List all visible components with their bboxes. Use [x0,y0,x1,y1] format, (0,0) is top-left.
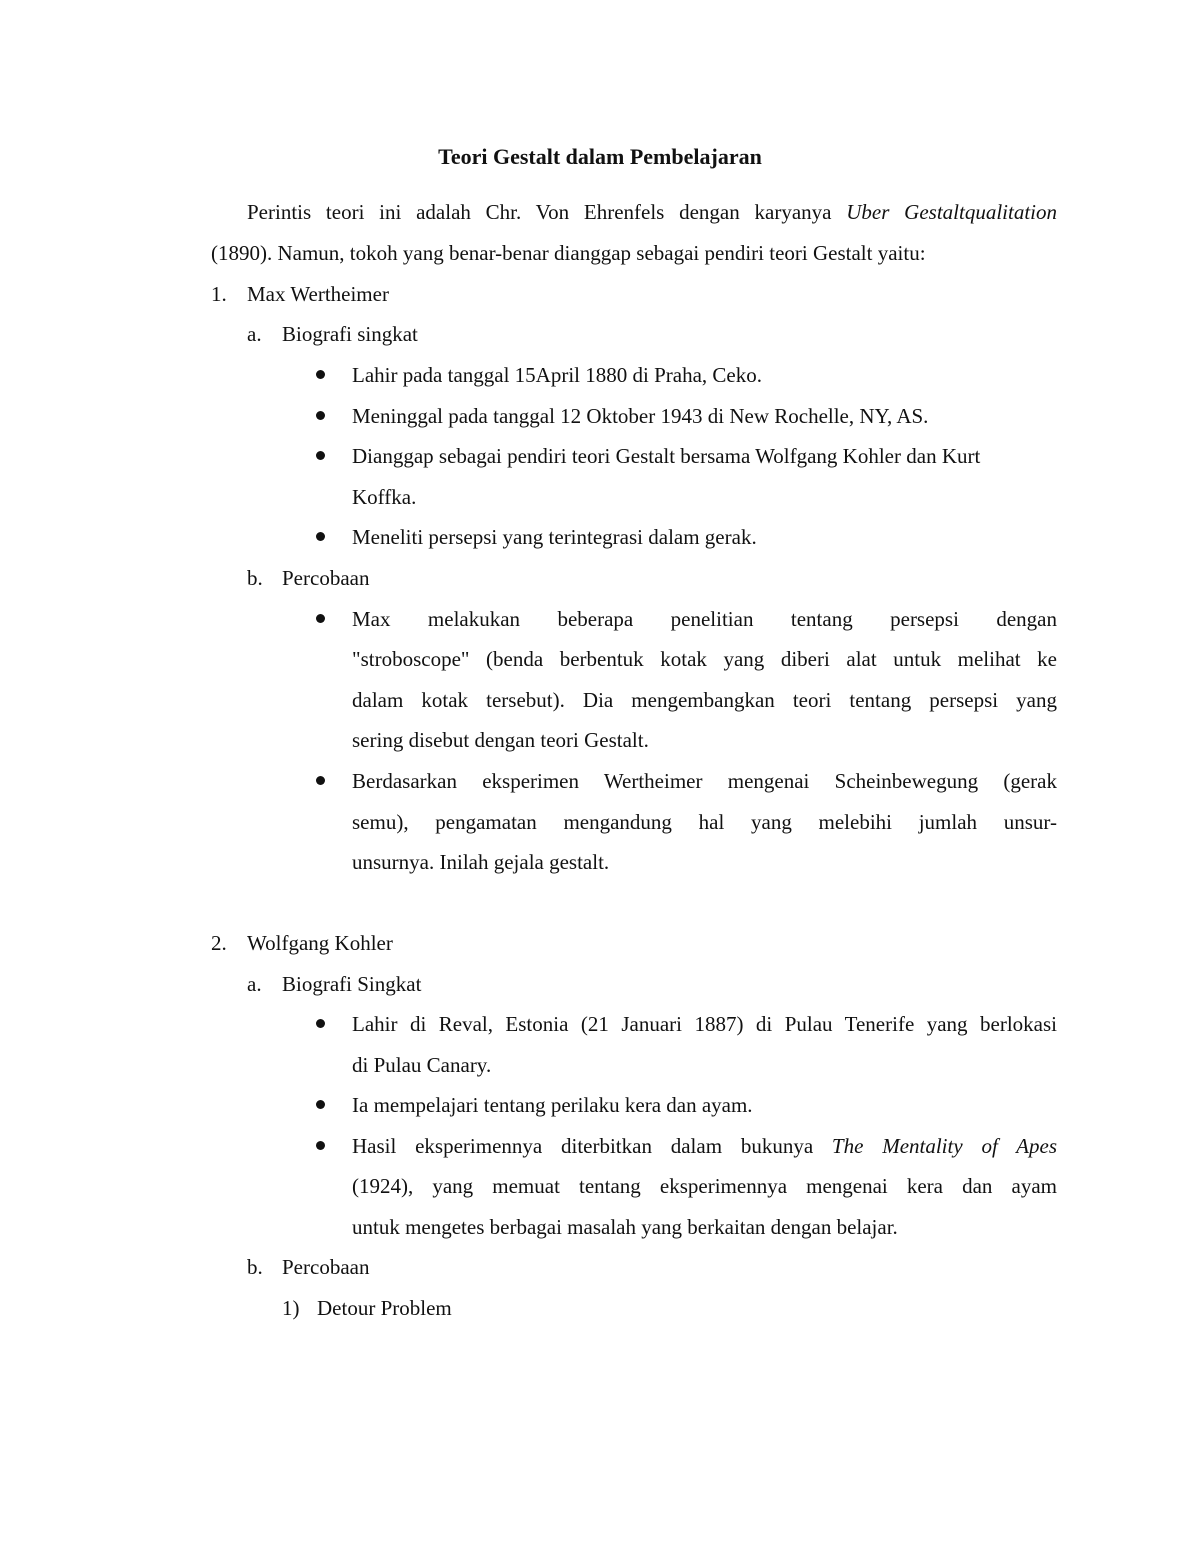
list-item-line: dalam kotak tersebut). Dia mengembangkan teori tentang persepsi yang [352,688,1057,712]
section-2-heading: Wolfgang Kohler [247,931,393,955]
list-item-line [352,1126,1057,1167]
intro-line-1 [247,192,1057,233]
section-1-number: 1. [211,282,227,306]
list-item-line: semu), pengamatan mengandung hal yang melebihi jumlah unsur- [352,810,1057,834]
list-item-line: (1924), yang memuat tentang eksperimennya mengenai kera dan ayam [352,1174,1057,1198]
bullet-icon [316,614,325,623]
list-item-line: "stroboscope" (benda berbentuk kotak yang diberi alat untuk melihat ke [352,647,1057,671]
bullet-icon [316,1019,325,1028]
list-item-line: Max melakukan beberapa penelitian tentang persepsi dengan [352,607,1057,631]
section-1-bio-marker: a. [247,322,262,346]
list-item-continuation: Koffka. [352,485,417,509]
list-item: Lahir pada tanggal 15April 1880 di Praha, Ceko. [352,363,762,387]
bullet-icon [316,451,325,460]
bullet-icon [316,370,325,379]
list-item: Dianggap sebagai pendiri teori Gestalt bersama Wolfgang Kohler dan Kurt [352,444,981,468]
bullet-icon [316,1141,325,1150]
section-2-number: 2. [211,931,227,955]
bullet-icon [316,411,325,420]
list-item-line: di Pulau Canary. [352,1053,492,1077]
section-1-heading: Max Wertheimer [247,282,389,306]
document-title: Teori Gestalt dalam Pembelajaran [438,144,762,169]
bullet-icon [316,532,325,541]
intro-book-title: Uber Gestaltqualitation [846,200,1057,224]
list-item: Meninggal pada tanggal 12 Oktober 1943 di New Rochelle, NY, AS. [352,404,929,428]
section-1-exp-title: Percobaan [282,566,370,590]
intro-line-2: (1890). Namun, tokoh yang benar-benar dianggap sebagai pendiri teori Gestalt yaitu: [211,241,926,265]
intro-text: Perintis teori ini adalah Chr. Von Ehrenfels dengan karyanya [247,200,847,224]
section-2-sub-marker: 1) [282,1296,300,1320]
section-2-exp-marker: b. [247,1255,263,1279]
section-2-exp-title: Percobaan [282,1255,370,1279]
list-item-line: sering disebut dengan teori Gestalt. [352,728,649,752]
list-item-line: Lahir di Reval, Estonia (21 Januari 1887) di Pulau Tenerife yang berlokasi [352,1012,1057,1036]
section-2-bio-title: Biografi Singkat [282,972,422,996]
list-item-line: untuk mengetes berbagai masalah yang berkaitan dengan belajar. [352,1215,898,1239]
section-2-bio-marker: a. [247,972,262,996]
list-item: Meneliti persepsi yang terintegrasi dalam gerak. [352,525,757,549]
section-1-bio-title: Biografi singkat [282,322,418,346]
list-item-line: unsurnya. Inilah gejala gestalt. [352,850,610,874]
section-1-exp-marker: b. [247,566,263,590]
book-title: The Mentality of Apes [831,1134,1057,1158]
list-item: Ia mempelajari tentang perilaku kera dan ayam. [352,1093,753,1117]
bullet-icon [316,776,325,785]
list-item-text: Hasil eksperimennya diterbitkan dalam bukunya [352,1134,832,1158]
list-item-line: Berdasarkan eksperimen Wertheimer mengenai Scheinbewegung (gerak [352,769,1057,793]
bullet-icon [316,1100,325,1109]
section-2-sub-title: Detour Problem [317,1296,452,1320]
